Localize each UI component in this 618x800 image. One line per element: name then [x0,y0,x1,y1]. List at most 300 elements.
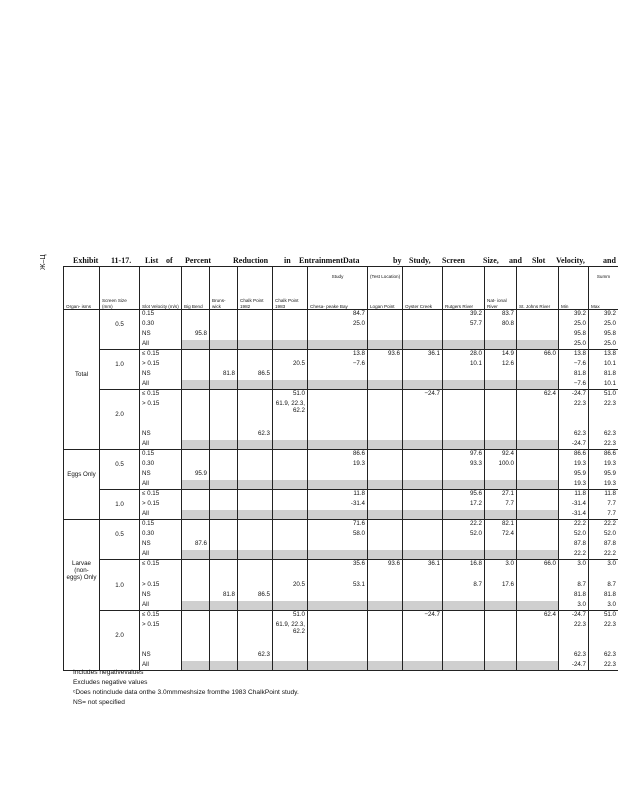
table-cell [238,500,273,510]
table-row [64,450,618,460]
table-row [64,320,618,330]
table-cell [210,621,238,651]
table-cell [485,370,517,380]
table-cell: 22.3 [589,661,618,671]
table-cell [517,430,559,440]
table-cell [100,390,140,400]
header-super-cell [559,267,589,280]
table-cell: ≤ 0.15 [140,611,182,621]
table-cell [308,651,368,661]
table-cell [403,400,443,430]
table-cell: −7.6 [308,360,368,370]
table-cell [182,360,210,370]
table-cell: 22.3 [589,400,618,430]
table-cell [443,390,485,400]
header-super-cell: (Test Location) [368,267,403,280]
table-cell [403,310,443,320]
table-cell [100,430,140,440]
table-cell [238,611,273,621]
table-cell [368,400,403,430]
table-cell: All [140,440,182,450]
table-cell [238,390,273,400]
table-cell: 3.0 [485,560,517,581]
header-super-cell [443,267,485,280]
table-cell [182,621,210,651]
table-row [64,480,618,490]
table-cell [238,330,273,340]
table-cell [210,500,238,510]
table-cell [443,400,485,430]
table-cell: 95.6 [443,490,485,500]
table-cell [238,601,273,611]
table-cell: 52.0 [559,530,589,540]
table-cell [273,550,308,560]
table-cell [485,440,517,450]
table-cell [368,390,403,400]
title-word: Reduction [233,256,269,265]
table-cell: 81.8 [589,591,618,601]
table-cell: -24.7 [559,611,589,621]
table-cell [64,400,100,430]
table-cell: 11.8 [308,490,368,500]
table-cell [238,460,273,470]
table-cell: > 0.15 [140,400,182,430]
table-cell [517,460,559,470]
column-header: Slot Velocity (m/s) [140,279,182,310]
table-cell [517,320,559,330]
table-cell: 71.6 [308,520,368,530]
table-cell [517,440,559,450]
table-cell [308,601,368,611]
table-cell [238,530,273,540]
table-cell: 0.15 [140,450,182,460]
table-cell [443,470,485,480]
table-cell [368,430,403,440]
table-cell [485,330,517,340]
table-cell [210,520,238,530]
table-cell [238,490,273,500]
title-word: of [166,256,173,265]
table-cell [368,661,403,671]
table-cell: 35.6 [308,560,368,581]
table-cell [182,430,210,440]
table-cell [64,430,100,440]
table-cell [273,530,308,540]
table-cell [64,520,100,530]
table-cell [182,611,210,621]
table-cell: 81.8 [210,370,238,380]
table-cell [368,540,403,550]
table-cell [403,440,443,450]
table-cell [308,591,368,601]
table-cell: 51.0 [273,390,308,400]
column-header: Bruns- wick [210,279,238,310]
table-cell: 8.7 [443,581,485,591]
table-cell [443,330,485,340]
table-cell: 66.0 [517,560,559,581]
table-cell [100,470,140,480]
table-cell: 95.9 [559,470,589,480]
table-cell [308,330,368,340]
table-cell [182,440,210,450]
table-cell: 22.3 [589,440,618,450]
table-cell [182,310,210,320]
table-cell [273,480,308,490]
table-cell [403,490,443,500]
title-word: Slot [532,256,546,265]
table-cell [403,651,443,661]
table-cell [100,591,140,601]
table-cell: > 0.15 [140,621,182,651]
table-cell [517,340,559,350]
table-cell: Larvae (non- eggs) Only [64,560,100,581]
table-row [64,611,618,621]
table-cell [182,500,210,510]
table-cell [210,310,238,320]
table-row [64,510,618,520]
table-cell [443,651,485,661]
table-cell: 2.0 [100,400,140,430]
table-cell: 17.6 [485,581,517,591]
table-cell: 19.3 [589,460,618,470]
table-cell [182,480,210,490]
table-cell [64,340,100,350]
table-cell [210,611,238,621]
table-cell [485,540,517,550]
table-cell: 81.8 [559,591,589,601]
table-cell [368,480,403,490]
table-cell [485,601,517,611]
table-cell: 0.15 [140,520,182,530]
table-cell: 2.0 [100,621,140,651]
table-cell [238,581,273,591]
table-cell [443,340,485,350]
table-cell: 62.3 [238,430,273,440]
table-cell [273,560,308,581]
table-cell [308,400,368,430]
table-cell: 39.2 [589,310,618,320]
table-row [64,540,618,550]
table-cell [64,540,100,550]
table-cell [273,320,308,330]
table-cell [308,440,368,450]
table-cell: ≤ 0.15 [140,560,182,581]
table-cell: NS [140,430,182,440]
table-cell: 25.0 [308,320,368,330]
table-cell: 25.0 [589,320,618,330]
footnotes [73,668,299,708]
table-cell [368,500,403,510]
table-cell: 62.3 [559,651,589,661]
table-cell [485,611,517,621]
table-row [64,621,618,651]
table-cell [210,550,238,560]
table-cell: 25.0 [589,340,618,350]
table-cell [273,500,308,510]
table-cell: 93.6 [368,560,403,581]
table-cell [64,550,100,560]
table-cell: 95.9 [182,470,210,480]
table-cell: ≤ 0.15 [140,350,182,360]
table-cell: 87.8 [559,540,589,550]
table-cell: -31.4 [559,510,589,520]
column-header: Nat- ional River [485,279,517,310]
table-cell [403,581,443,591]
table-cell [182,450,210,460]
data-table-container [63,266,618,671]
table-cell [238,510,273,520]
table-row [64,520,618,530]
table-cell [308,611,368,621]
table-cell [182,400,210,430]
table-cell: 0.5 [100,320,140,330]
table-row [64,340,618,350]
table-row [64,560,618,581]
header-super-cell: Summ [589,267,618,280]
table-cell: 3.0 [559,601,589,611]
table-cell [210,440,238,450]
table-cell [210,510,238,520]
table-cell: 10.1 [589,360,618,370]
table-cell [485,390,517,400]
table-cell [273,591,308,601]
table-cell: 16.8 [443,560,485,581]
table-cell [403,550,443,560]
table-cell [517,530,559,540]
table-cell: 81.8 [589,370,618,380]
table-cell [182,560,210,581]
table-cell [517,550,559,560]
table-cell [210,350,238,360]
title-word: 11-17. [111,256,132,265]
table-cell: 36.1 [403,350,443,360]
table-cell [443,430,485,440]
table-cell: 8.7 [559,581,589,591]
table-cell: 10.1 [443,360,485,370]
table-cell [238,400,273,430]
header-super-cell [517,267,559,280]
table-cell: 86.6 [589,450,618,460]
table-cell [403,450,443,460]
table-cell: 100.0 [485,460,517,470]
table-cell: 0.30 [140,320,182,330]
header-super-cell [182,267,210,280]
table-cell: NS [140,330,182,340]
table-cell [273,651,308,661]
table-cell [443,380,485,390]
table-cell: 36.1 [403,560,443,581]
table-cell [443,661,485,671]
title-word: and [603,256,616,265]
table-cell [238,380,273,390]
table-cell [238,621,273,651]
table-row [64,581,618,591]
table-cell: Total [64,370,100,380]
table-cell: 39.2 [443,310,485,320]
table-cell [517,651,559,661]
table-cell [368,340,403,350]
table-cell: 10.1 [589,380,618,390]
table-cell [64,450,100,460]
table-cell [403,661,443,671]
table-cell: 58.0 [308,530,368,540]
table-cell [485,510,517,520]
table-cell [273,470,308,480]
header-super-cell [485,267,517,280]
table-cell: 22.2 [589,550,618,560]
table-cell: 7.7 [589,500,618,510]
table-cell [182,510,210,520]
table-cell [64,440,100,450]
table-cell [64,350,100,360]
column-header: Max [589,279,618,310]
column-header: Screen Size (mm) [100,279,140,310]
table-row [64,390,618,400]
table-cell [443,591,485,601]
table-cell [273,350,308,360]
table-cell [238,540,273,550]
table-cell [210,460,238,470]
header-super-cell: Study [308,267,368,280]
table-cell [403,520,443,530]
table-cell [485,380,517,390]
title-word: List [145,256,159,265]
table-cell [182,520,210,530]
table-cell: 25.0 [559,320,589,330]
table-cell: 14.9 [485,350,517,360]
table-cell [308,621,368,651]
table-cell [238,480,273,490]
table-cell: 25.0 [559,340,589,350]
table-cell [368,320,403,330]
footnote: Excludes negative values [73,679,148,686]
table-cell [64,360,100,370]
table-cell: All [140,510,182,520]
table-cell [403,320,443,330]
table-cell [238,520,273,530]
table-cell: 39.2 [559,310,589,320]
table-cell: 13.8 [308,350,368,360]
table-cell: Eggs Only [64,470,100,480]
title-word: Screen [442,256,465,265]
table-cell: 11.8 [589,490,618,500]
table-cell: 62.4 [517,611,559,621]
table-row [64,651,618,661]
table-cell [64,651,100,661]
table-cell [368,440,403,450]
table-cell [517,380,559,390]
table-cell [517,540,559,550]
table-cell: 11.8 [559,490,589,500]
table-cell [100,310,140,320]
table-cell [64,460,100,470]
table-cell [210,380,238,390]
title-word: Exhibit [73,256,99,265]
table-cell: 20.5 [273,360,308,370]
table-cell [403,380,443,390]
table-cell [100,611,140,621]
table-cell [517,490,559,500]
table-row [64,500,618,510]
table-cell: −7.6 [559,380,589,390]
entrainment-table [63,266,618,671]
table-cell [403,480,443,490]
table-cell [308,390,368,400]
table-cell [517,581,559,591]
table-cell [273,430,308,440]
table-cell: 1.0 [100,360,140,370]
table-cell [368,460,403,470]
table-cell [100,350,140,360]
table-cell: 80.8 [485,320,517,330]
table-cell: 66.0 [517,350,559,360]
table-cell [485,621,517,651]
footnote: Includes negativevalues [73,669,144,676]
table-cell [517,621,559,651]
table-cell [182,460,210,470]
table-cell [64,320,100,330]
table-cell: > 0.15 [140,581,182,591]
table-cell: 53.1 [308,581,368,591]
table-cell: 22.2 [559,520,589,530]
table-cell: 86.6 [559,450,589,460]
column-header: Rutgers River [443,279,485,310]
table-cell: 3.0 [589,601,618,611]
table-cell [210,320,238,330]
table-cell [403,510,443,520]
footnote: NS= not specified [73,699,125,706]
table-row [64,330,618,340]
table-cell: 86.5 [238,591,273,601]
table-cell [182,380,210,390]
table-cell [403,500,443,510]
table-row [64,430,618,440]
table-cell: 52.0 [589,530,618,540]
table-cell: -31.4 [308,500,368,510]
table-cell [403,621,443,651]
column-header: Organ- isms [64,279,100,310]
table-cell: 22.2 [559,550,589,560]
table-row [64,601,618,611]
table-cell [368,330,403,340]
table-cell [273,340,308,350]
table-cell [182,581,210,591]
table-cell [308,430,368,440]
table-cell: −24.7 [403,611,443,621]
table-cell [485,340,517,350]
table-cell [210,330,238,340]
table-cell [368,621,403,651]
table-cell [100,480,140,490]
table-cell: 95.8 [589,330,618,340]
table-cell [403,340,443,350]
table-cell [273,540,308,550]
header-super-cell [140,267,182,280]
table-cell [238,340,273,350]
table-cell: 28.0 [443,350,485,360]
table-cell [210,540,238,550]
table-cell: 7.7 [589,510,618,520]
column-header: Chalk Point 1983 [273,279,308,310]
table-cell [443,611,485,621]
table-cell [368,611,403,621]
table-cell [273,440,308,450]
table-cell [100,601,140,611]
table-cell [100,490,140,500]
table-cell [403,470,443,480]
table-cell [403,370,443,380]
table-cell: 95.9 [589,470,618,480]
